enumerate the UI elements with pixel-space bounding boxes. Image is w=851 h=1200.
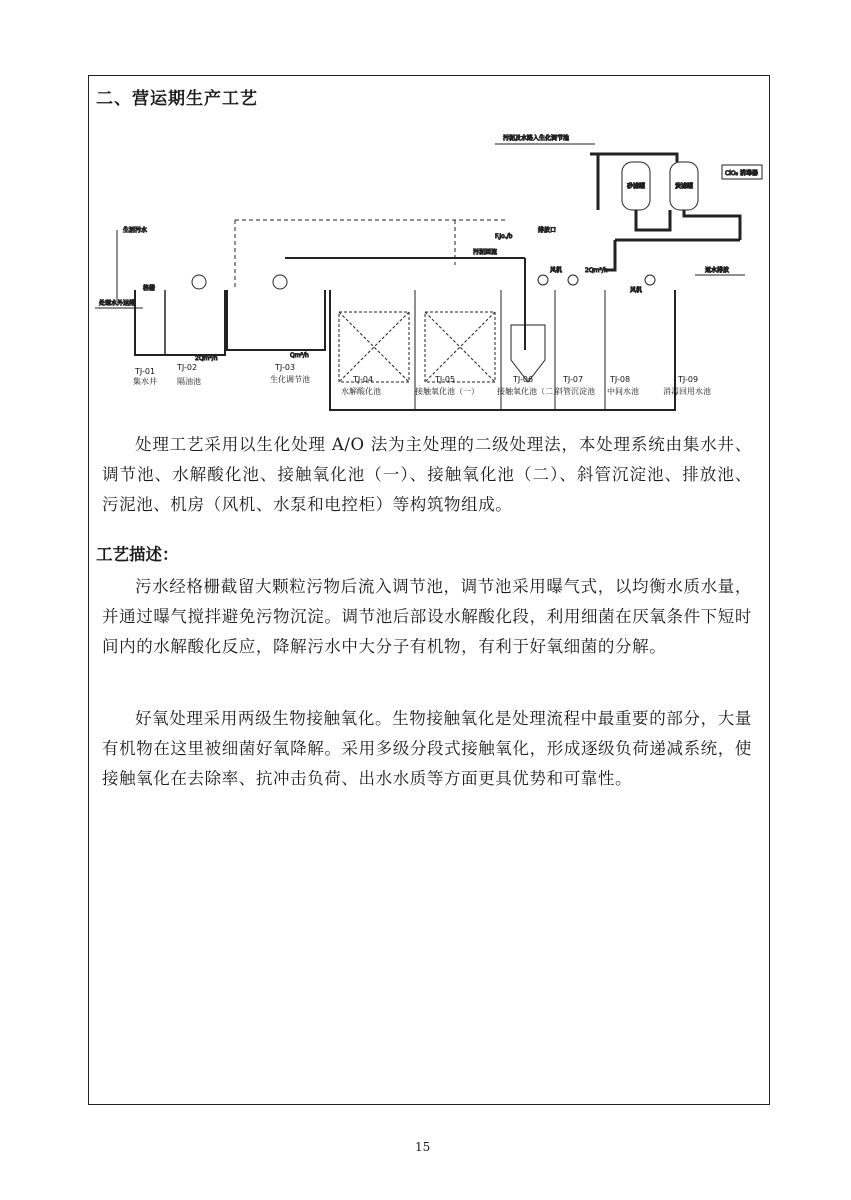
unit-code-tj06: TJ-06	[513, 375, 534, 384]
unit-labels	[133, 363, 711, 396]
unit-code-tj02: TJ-02	[177, 363, 198, 372]
return-label: 返水排放	[705, 267, 730, 274]
gauge-label: F.Jo./b	[495, 233, 513, 240]
unit-code-tj09: TJ-09	[678, 375, 699, 384]
unit-name-tj01: 集水井	[133, 377, 157, 386]
sludge-note: 污泥及水路入生化调节池	[503, 135, 570, 142]
paragraph-pretreatment: 污水经格栅截留大颗粒污物后流入调节池，调节池采用曝气式，以均衡水质水量，并通过曝气搅拌避免污物沉淀。调节池后部设水解酸化段，利用细菌在厌氧条件下短时间内的水解酸化反应，降解污水中大分子有机物，有利于好氧细菌的分解。	[102, 577, 752, 656]
blower2-label: 风机	[630, 287, 643, 294]
unit-name-tj03: 生化调节池	[270, 375, 310, 384]
outfall-label: 处理水外运排	[99, 300, 136, 307]
unit-code-tj04: TJ-04	[353, 375, 374, 384]
paragraph-aerobic-treatment: 好氧处理采用两级生物接触氧化。生物接触氧化是处理流程中最重要的部分，大量有机物在这里被细菌好氧降解。采用多级分段式接触氧化，形成逐级负荷递减系统，使接触氧化在去除率、抗冲击负荷、出水水质等方面更具优势和可靠性。	[102, 709, 752, 788]
unit-code-tj01: TJ-01	[135, 367, 156, 376]
page-number: 15	[415, 1140, 431, 1154]
unit-name-tj04: 水解酸化池	[341, 387, 381, 396]
pump-rate2: Qm³/h	[290, 352, 309, 359]
filter2-label: 炭滤罐	[675, 183, 694, 190]
drain-label: 排放口	[538, 227, 557, 234]
pump-rate1: 2Qm³/h	[195, 355, 218, 362]
inflow-label: 生活污水	[123, 227, 148, 234]
unit-code-tj07: TJ-07	[563, 375, 584, 384]
unit-code-tj05: TJ-05	[435, 375, 456, 384]
unit-name-tj02: 隔油池	[177, 377, 201, 386]
blower1-label: 风机	[550, 267, 563, 274]
chem-tank-label: ClO₂ 消毒器	[725, 170, 758, 177]
filter1-label: 砂滤罐	[627, 183, 646, 190]
grating-label: 格栅	[143, 285, 156, 292]
unit-name-tj07: 斜管沉淀池	[555, 387, 595, 396]
process-description-title: 工艺描述：	[96, 545, 179, 564]
paragraph-process-overview: 处理工艺采用以生化处理 A/O 法为主处理的二级处理法，本处理系统由集水井、调节池、水解酸化池、接触氧化池（一）、接触氧化池（二）、斜管沉淀池、排放池、污泥池、机房（风机、水泵和电控柜）等构筑物组成。	[102, 435, 752, 514]
unit-code-tj03: TJ-03	[275, 363, 296, 372]
unit-name-tj08: 中间水池	[607, 387, 639, 396]
unit-name-tj09: 消毒回用水池	[663, 387, 711, 396]
unit-name-tj06: 接触氧化池（二）	[497, 387, 561, 396]
pump-rate4: 2Qm³/h	[585, 267, 608, 274]
section-title: 二、营运期生产工艺	[96, 89, 258, 109]
unit-code-tj08: TJ-08	[610, 375, 631, 384]
unit-name-tj05: 接触氧化池（一）	[415, 387, 479, 396]
sludge-return-label: 污泥回流	[473, 249, 498, 256]
process-flow-diagram	[95, 120, 775, 420]
